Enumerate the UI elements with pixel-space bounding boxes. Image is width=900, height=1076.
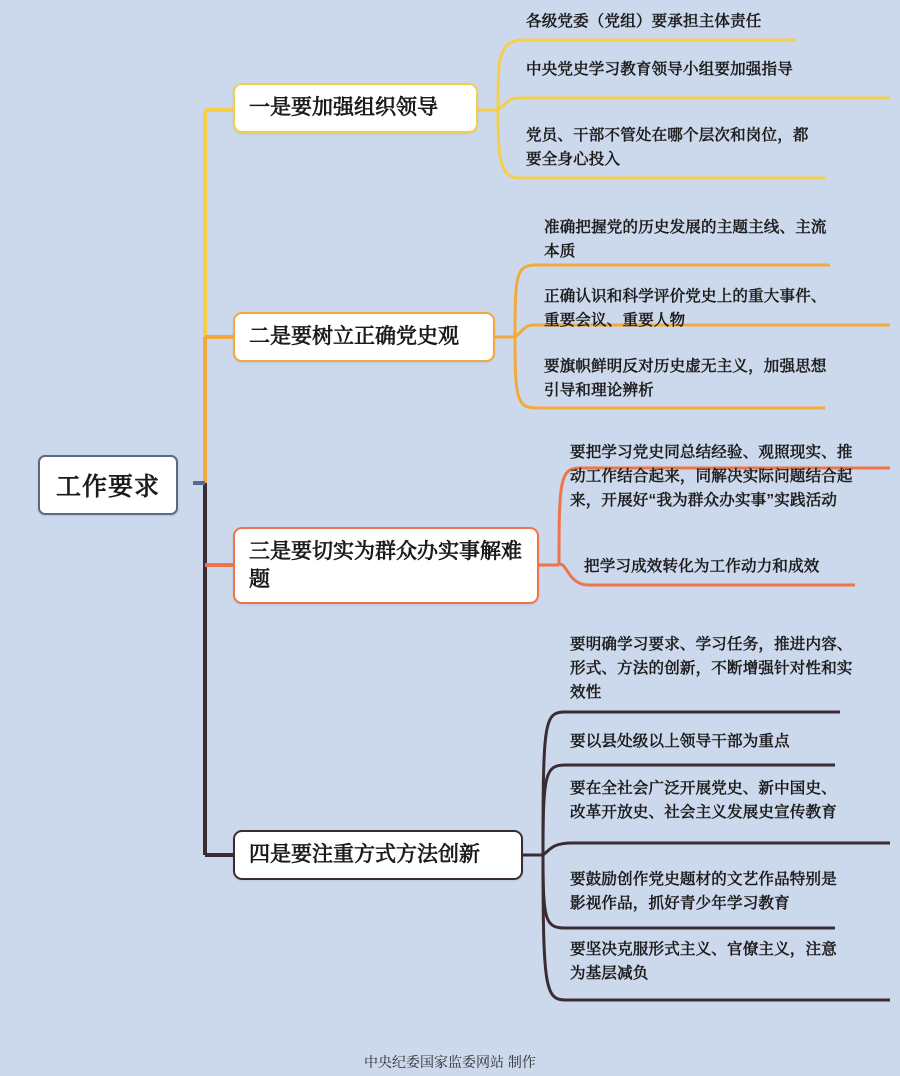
leaf-label: 要把学习党史同总结经验、观照现实、推动工作结合起来，同解决实际问题结合起来，开展好“我为群众办实事”实践活动 [570,444,853,510]
leaf-node-2-2[interactable] [540,285,840,337]
leaf-label: 要坚决克服形式主义、官僚主义，注意为基层减负 [570,941,837,983]
branch-node-4-label: 四是要注重方式方法创新 [249,843,480,866]
leaf-label: 正确认识和科学评价党史上的重大事件、重要会议、重要人物 [544,288,827,330]
leaf-label: 各级党委（党组）要承担主体责任 [526,13,762,30]
leaf-label: 党员、干部不管处在哪个层次和岗位，都要全身心投入 [526,127,809,169]
leaf-node-4-1[interactable] [566,633,858,709]
branch-node-2[interactable] [233,312,495,362]
leaf-node-1-2[interactable] [522,58,822,86]
footer-credit: 中央纪委国家监委网站 制作 [364,1054,536,1070]
leaf-label: 要旗帜鲜明反对历史虚无主义，加强思想引导和理论辨析 [544,358,827,400]
branch-node-1-label: 一是要加强组织领导 [249,96,438,119]
leaf-label: 要在全社会广泛开展党史、新中国史、改革开放史、社会主义发展史宣传教育 [570,780,837,822]
leaf-node-1-3[interactable] [522,124,817,176]
leaf-label: 准确把握党的历史发展的主题主线、主流本质 [544,219,827,261]
branch-node-3[interactable] [233,527,539,604]
root-node[interactable] [38,455,178,515]
leaf-node-3-2[interactable] [580,555,865,583]
leaf-node-4-4[interactable] [566,868,852,920]
branch-node-2-label: 二是要树立正确党史观 [249,325,459,348]
leaf-node-2-1[interactable] [540,216,832,268]
leaf-node-4-5[interactable] [566,938,852,990]
branch-node-4[interactable] [233,830,523,880]
leaf-label: 要以县处级以上领导干部为重点 [570,733,790,750]
leaf-label: 要鼓励创作党史题材的文艺作品特别是影视作品，抓好青少年学习教育 [570,871,837,913]
root-node-label: 工作要求 [56,473,161,501]
leaf-node-3-1[interactable] [566,441,866,517]
leaf-node-1-1[interactable] [522,10,812,38]
leaf-label: 要明确学习要求、学习任务，推进内容、形式、方法的创新，不断增强针对性和实效性 [570,636,853,702]
leaf-node-4-3[interactable] [566,777,854,829]
leaf-label: 把学习成效转化为工作动力和成效 [584,558,820,575]
leaf-node-4-2[interactable] [566,730,856,758]
branch-node-1[interactable] [233,83,478,133]
branch-node-3-label: 三是要切实为群众办实事解难题 [249,540,522,591]
leaf-label: 中央党史学习教育领导小组要加强指导 [526,61,793,78]
leaf-node-2-3[interactable] [540,355,840,407]
